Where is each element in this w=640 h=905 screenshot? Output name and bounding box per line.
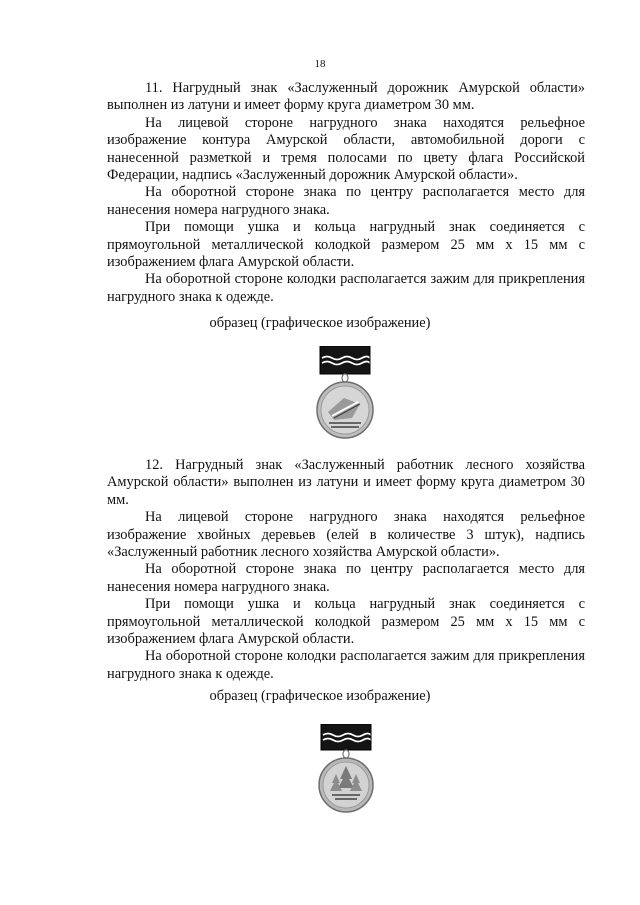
paragraph: На лицевой стороне нагрудного знака находятся рельефное изображение хвойных деревьев (елей в количестве 3 штук), надпись «Заслуженный работник лесного хозяйства Амурской области». <box>107 509 585 561</box>
paragraph: На лицевой стороне нагрудного знака находятся рельефное изображение контура Амурской области, автомобильной дороги с нанесенной разметкой и тремя полосами по цвету флага Российской Федерации, надпись «Заслуженный дорожник Амурской области». <box>107 114 585 184</box>
sample-caption: образец (графическое изображение) <box>209 688 431 704</box>
section-11 <box>107 80 585 306</box>
paragraph: 11. Нагрудный знак «Заслуженный дорожник Амурской области» выполнен из латуни и имеет форму круга диаметром 30 мм. <box>107 80 585 114</box>
page-number: 18 <box>314 58 326 70</box>
sample-caption: образец (графическое изображение) <box>209 315 431 331</box>
paragraph: На оборотной стороне колодки располагается зажим для прикрепления нагрудного знака к одежде. <box>107 648 585 682</box>
paragraph: При помощи ушка и кольца нагрудный знак соединяется с прямоугольной металлической колодкой размером 25 мм х 15 мм с изображением флага Амурской области. <box>107 596 585 648</box>
paragraph: 12. Нагрудный знак «Заслуженный работник лесного хозяйства Амурской области» выполнен из латуни и имеет форму круга диаметром 30 мм. <box>107 457 585 508</box>
paragraph: На оборотной стороне знака по центру располагается место для нанесения номера нагрудного знака. <box>107 561 585 595</box>
paragraph: На оборотной стороне знака по центру располагается место для нанесения номера нагрудного знака. <box>107 184 585 218</box>
paragraph: На оборотной стороне колодки располагается зажим для прикрепления нагрудного знака к одежде. <box>107 271 585 305</box>
forestry-worker-medal-image <box>318 724 374 814</box>
paragraph: При помощи ушка и кольца нагрудный знак соединяется с прямоугольной металлической колодкой размером 25 мм х 15 мм с изображением флага Амурской области. <box>107 219 585 271</box>
section-12 <box>107 457 585 683</box>
road-worker-medal-image <box>314 346 376 440</box>
